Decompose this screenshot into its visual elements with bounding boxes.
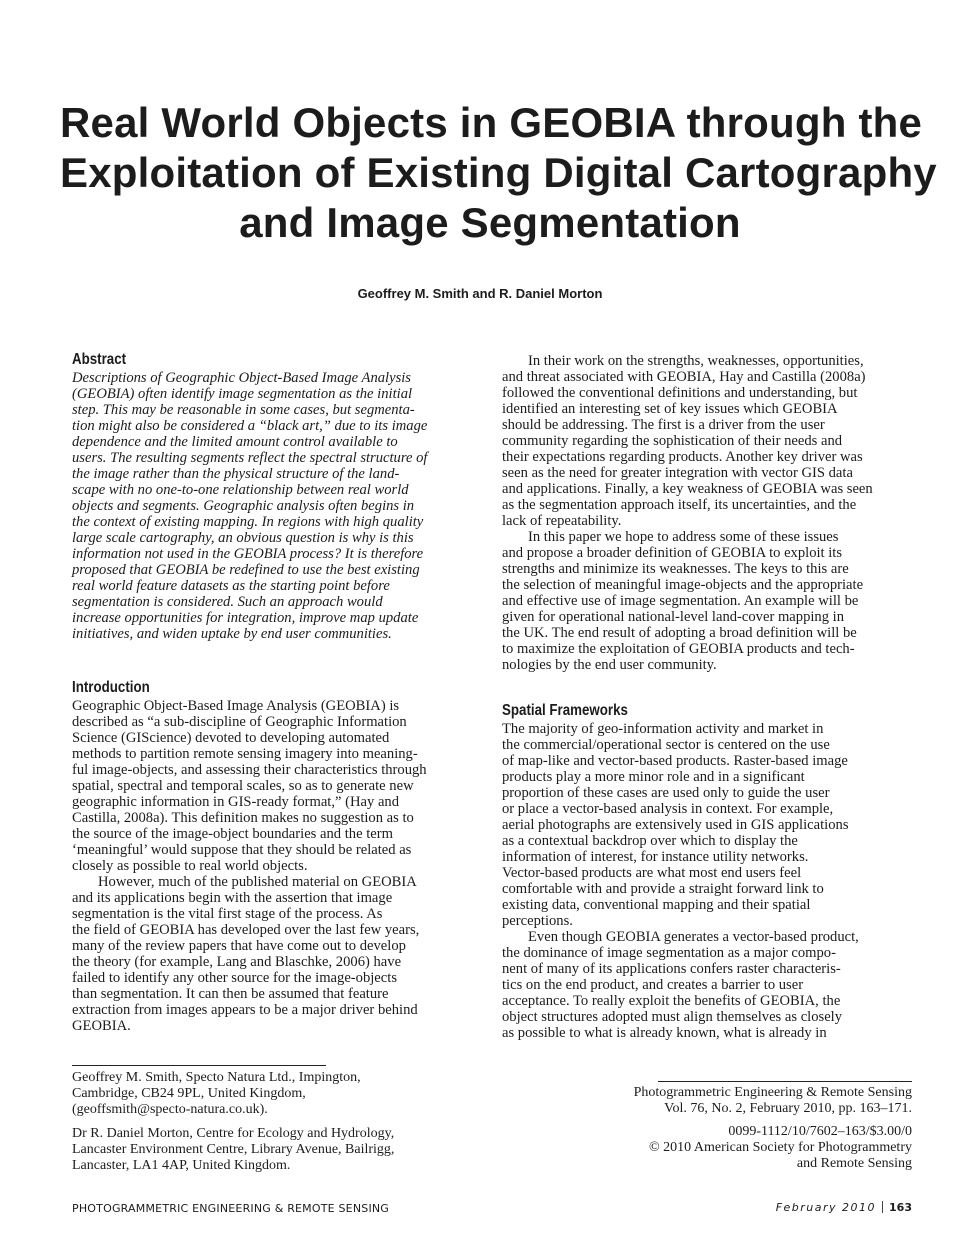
running-footer-journal: PHOTOGRAMMETRIC ENGINEERING & REMOTE SENSING <box>72 1202 390 1215</box>
spatial-frameworks-heading: Spatial Frameworks <box>502 702 628 719</box>
author-list: Geoffrey M. Smith and R. Daniel Morton <box>357 286 603 301</box>
paper-title <box>60 98 937 248</box>
text-line: existing data, conventional mapping and their spatial <box>502 897 811 913</box>
body-paragraph <box>502 529 922 673</box>
text-line: However, much of the published material on GEOBIA <box>98 874 417 890</box>
text-line: Lancaster Environment Centre, Library Avenue, Bailrigg, <box>72 1142 395 1157</box>
text-line: comfortable with and provide a straight forward link to <box>502 881 824 897</box>
text-line: identified an interesting set of key issues which GEOBIA <box>502 401 838 417</box>
text-line: seen as the need for greater integration with vector GIS data <box>502 465 853 481</box>
text-line: GEOBIA. <box>72 1018 131 1034</box>
introduction-continued <box>502 353 922 673</box>
body-paragraph <box>502 353 922 529</box>
text-line: Even though GEOBIA generates a vector-based product, <box>528 929 859 945</box>
text-line: failed to identify any other source for the image-objects <box>72 970 397 986</box>
text-line: many of the review papers that have come out to develop <box>72 938 406 954</box>
text-line: users. The resulting segments reflect the spectral structure of <box>72 450 428 466</box>
text-line: Descriptions of Geographic Object-Based Image Analysis <box>72 370 411 386</box>
text-line: community regarding the sophistication of their needs and <box>502 433 843 449</box>
text-line: Castilla, 2008a). This definition makes no suggestion as to <box>72 810 414 826</box>
text-line: the context of existing mapping. In regions with high quality <box>72 514 424 530</box>
text-line: initiatives, and widen uptake by end user communities. <box>72 626 392 642</box>
text-line: than segmentation. It can then be assumed that feature <box>72 986 389 1002</box>
text-line: the dominance of image segmentation as a major compo- <box>502 945 836 961</box>
footnote-divider <box>72 1065 326 1066</box>
text-line: and its applications begin with the assertion that image <box>72 890 393 906</box>
text-line: the selection of meaningful image-objects and the appropriate <box>502 577 864 593</box>
text-line: and applications. Finally, a key weakness of GEOBIA was seen <box>502 481 873 497</box>
text-line: proportion of these cases are used only to guide the user <box>502 785 830 801</box>
text-line: segmentation is considered. Such an approach would <box>72 594 383 610</box>
text-line: and effective use of image segmentation. An example will be <box>502 593 859 609</box>
text-line: and threat associated with GEOBIA, Hay and Castilla (2008a) <box>502 369 866 385</box>
abstract-text <box>72 370 492 642</box>
issue-date: February 2010 <box>775 1201 877 1214</box>
text-line: spatial, spectral and temporal scales, so as to generate new <box>72 778 414 794</box>
text-line: nent of many of its applications confers raster characteris- <box>502 961 841 977</box>
text-line: Geoffrey M. Smith, Specto Natura Ltd., Impington, <box>72 1070 361 1085</box>
text-line: Vector-based products are what most end users feel <box>502 865 802 881</box>
introduction-paragraph <box>72 698 492 874</box>
text-line: tion might also be considered a “black art,” due to its image <box>72 418 428 434</box>
text-line: segmentation is the vital first stage of the process. As <box>72 906 383 922</box>
text-line: as the segmentation approach itself, its uncertainties, and the <box>502 497 857 513</box>
text-line: as possible to what is already known, what is already in <box>502 1025 827 1041</box>
text-line: Lancaster, LA1 4AP, United Kingdom. <box>72 1158 291 1173</box>
text-line: the field of GEOBIA has developed over the last few years, <box>72 922 420 938</box>
text-line: scape with no one-to-one relationship between real world <box>72 482 409 498</box>
text-line: (geoffsmith@specto-natura.co.uk). <box>72 1102 268 1117</box>
text-line: Science (GIScience) devoted to developing automated <box>72 730 390 746</box>
text-line: the image rather than the physical structure of the land- <box>72 466 400 482</box>
text-line: Cambridge, CB24 9PL, United Kingdom, <box>72 1086 306 1101</box>
text-line: information not used in the GEOBIA process? It is therefore <box>72 546 424 562</box>
title-line: Exploitation of Existing Digital Cartography <box>60 149 937 196</box>
text-line: the commercial/operational sector is centered on the use <box>502 737 830 753</box>
title-line: Real World Objects in GEOBIA through the <box>60 99 923 146</box>
text-line: ful image-objects, and assessing their characteristics through <box>72 762 427 778</box>
text-line: ‘meaningful’ would suppose that they should be related as <box>72 842 412 858</box>
text-line: the theory (for example, Lang and Blaschke, 2006) have <box>72 954 402 970</box>
spatial-frameworks-section <box>502 702 922 1041</box>
text-line: Geographic Object-Based Image Analysis (GEOBIA) is <box>72 698 400 714</box>
text-line: Vol. 76, No. 2, February 2010, pp. 163–171. <box>664 1101 912 1116</box>
text-line: real world feature datasets as the starting point before <box>72 578 390 594</box>
text-line: increase opportunities for integration, improve map update <box>72 610 419 626</box>
text-line: described as “a sub-discipline of Geographic Information <box>72 714 407 730</box>
page-info <box>776 1201 912 1214</box>
abstract-heading: Abstract <box>72 351 127 368</box>
text-line: strengths and minimize its weaknesses. The keys to this are <box>502 561 849 577</box>
text-line: followed the conventional definitions and understanding, but <box>502 385 858 401</box>
title-line: and Image Segmentation <box>239 199 741 246</box>
text-line: and Remote Sensing <box>796 1156 912 1171</box>
page-number: 163 <box>889 1201 912 1214</box>
body-paragraph <box>502 929 922 1041</box>
text-line: 0099-1112/10/7602–163/$3.00/0 <box>728 1124 912 1139</box>
text-line: (GEOBIA) often identify image segmentation as the initial <box>72 386 413 402</box>
text-line: large scale cartography, an obvious question is why is this <box>72 530 414 546</box>
text-line: information of interest, for instance utility networks. <box>502 849 809 865</box>
text-line: closely as possible to real world objects. <box>72 858 308 874</box>
text-line: geographic information in GIS-ready format,” (Hay and <box>72 794 400 810</box>
text-line: given for operational national-level land-cover mapping in <box>502 609 845 625</box>
text-line: objects and segments. Geographic analysis often begins in <box>72 498 415 514</box>
introduction-section <box>72 679 492 1034</box>
text-line: proposed that GEOBIA be redefined to use the best existing <box>72 562 420 578</box>
text-line: tics on the end product, and creates a barrier to user <box>502 977 804 993</box>
introduction-heading: Introduction <box>72 679 150 696</box>
text-line: lack of repeatability. <box>502 513 622 529</box>
text-line: step. This may be reasonable in some cases, but segmenta- <box>72 402 415 418</box>
text-line: In their work on the strengths, weaknesses, opportunities, <box>528 353 864 369</box>
author-affiliation <box>72 1070 361 1118</box>
text-line: should be addressing. The first is a driver from the user <box>502 417 825 433</box>
text-line: aerial photographs are extensively used in GIS applications <box>502 817 849 833</box>
text-line: object structures adopted must align themselves as closely <box>502 1009 843 1025</box>
text-line: their expectations regarding products. Another key driver was <box>502 449 863 465</box>
text-line: the source of the image-object boundaries and the term <box>72 826 393 842</box>
body-paragraph <box>502 721 922 929</box>
text-line: to maximize the exploitation of GEOBIA products and tech- <box>502 641 855 657</box>
text-line: the UK. The end result of adopting a broad definition will be <box>502 625 857 641</box>
text-line: The majority of geo-information activity and market in <box>502 721 824 737</box>
text-line: of map-like and vector-based products. Raster-based image <box>502 753 848 769</box>
author-affiliation <box>72 1126 394 1174</box>
text-line: Photogrammetric Engineering & Remote Sensing <box>633 1085 912 1100</box>
introduction-paragraph <box>72 874 492 1034</box>
text-line: Dr R. Daniel Morton, Centre for Ecology and Hydrology, <box>72 1126 395 1141</box>
journal-info-divider <box>658 1081 912 1082</box>
footer-separator <box>882 1201 883 1213</box>
text-line: methods to partition remote sensing imagery into meaning- <box>72 746 418 762</box>
text-line: In this paper we hope to address some of these issues <box>528 529 839 545</box>
text-line: or place a vector-based analysis in context. For example, <box>502 801 834 817</box>
text-line: and propose a broader definition of GEOBIA to exploit its <box>502 545 843 561</box>
text-line: acceptance. To really exploit the benefits of GEOBIA, the <box>502 993 841 1009</box>
text-line: as a contextual backdrop over which to display the <box>502 833 798 849</box>
text-line: extraction from images appears to be a major driver behind <box>72 1002 418 1018</box>
text-line: dependence and the limited amount control available to <box>72 434 398 450</box>
abstract-section <box>72 351 492 642</box>
text-line: nologies by the end user community. <box>502 657 717 673</box>
text-line: perceptions. <box>502 913 573 929</box>
text-line: products play a more minor role and in a significant <box>502 769 805 785</box>
text-line: © 2010 American Society for Photogrammetry <box>649 1140 912 1155</box>
journal-info <box>560 1085 912 1172</box>
